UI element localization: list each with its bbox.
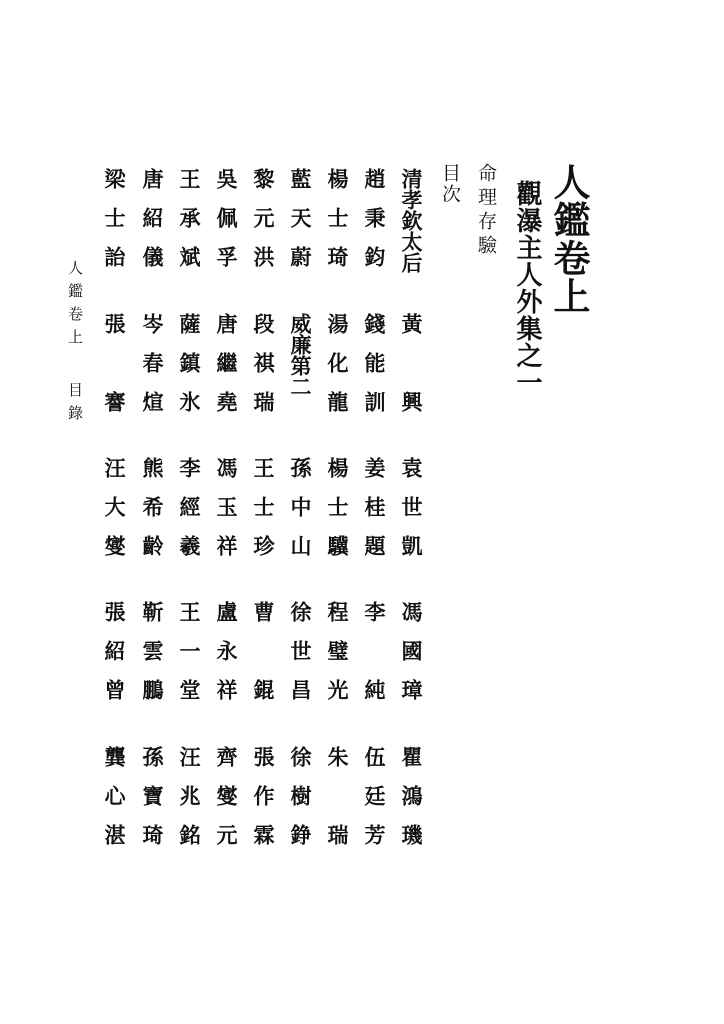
toc-entry-name: 李 純 [362, 601, 387, 718]
toc-entry-name: 楊士琦 [325, 168, 350, 285]
toc-entry-name: 馮國璋 [399, 601, 424, 718]
toc-entry-name: 熊希齡 [140, 457, 165, 574]
toc-entry-name: 黎元洪 [251, 168, 276, 285]
toc-entry-name: 楊士驥 [325, 457, 350, 574]
toc-entry-name: 孫中山 [288, 457, 313, 574]
toc-entry-name: 薩鎮氷 [177, 313, 202, 430]
toc-entry-name: 王一堂 [177, 601, 202, 718]
toc-entry-name: 段祺瑞 [251, 313, 276, 430]
toc-entry-name: 徐樹錚 [288, 746, 313, 863]
toc-entry-name: 唐紹儀 [140, 168, 165, 285]
toc-entry-name: 瞿鴻璣 [399, 746, 424, 863]
toc-entry-name: 孫寶琦 [140, 746, 165, 863]
toc-entry-name: 王承斌 [177, 168, 202, 285]
toc-entry-name: 袁世凱 [399, 457, 424, 574]
toc-entry-name: 盧永祥 [214, 601, 239, 718]
toc-entry-name: 龔心湛 [102, 746, 127, 863]
toc-entry-name: 張紹曾 [102, 601, 127, 718]
toc-entry-name: 岑春煊 [140, 313, 165, 430]
toc-entry-name: 汪兆銘 [177, 746, 202, 863]
toc-entry-name: 清孝欽太后 [399, 168, 424, 273]
margin-section-label: 目錄 [66, 382, 84, 428]
toc-entry-name: 唐繼堯 [214, 313, 239, 430]
toc-entry-name: 錢能訓 [362, 313, 387, 430]
toc-entry-name: 馮玉祥 [214, 457, 239, 574]
toc-entry-name: 王士珍 [251, 457, 276, 574]
toc-entry-name: 藍天蔚 [288, 168, 313, 285]
toc-entry-name: 威廉第二 [288, 313, 313, 397]
toc-entry-name: 伍廷芳 [362, 746, 387, 863]
toc-entry-name: 曹 錕 [251, 601, 276, 718]
toc-entry-name: 李經羲 [177, 457, 202, 574]
toc-entry-name: 靳雲鵬 [140, 601, 165, 718]
toc-entry-name: 汪大燮 [102, 457, 127, 574]
margin-header [67, 260, 82, 428]
toc-entry-name: 徐世昌 [288, 601, 313, 718]
toc-entry-name: 朱 瑞 [325, 746, 350, 863]
toc-entry-name: 張作霖 [251, 746, 276, 863]
toc-entry-name: 吳佩孚 [214, 168, 239, 285]
margin-book-title: 人鑑卷上 [66, 260, 84, 352]
toc-entry-name: 黃 興 [399, 313, 424, 430]
toc-entry-name: 姜桂題 [362, 457, 387, 574]
toc-heading: 目次 [439, 163, 461, 205]
toc-entry-name: 趙秉鈞 [362, 168, 387, 285]
book-subtitle: 觀瀑主人外集之一 [512, 180, 542, 396]
section-heading: 命理存驗 [475, 163, 497, 259]
toc-entry-name: 程璧光 [325, 601, 350, 718]
toc-entry-name: 湯化龍 [325, 313, 350, 430]
page-title: 人鑑卷上 [547, 163, 591, 315]
toc-entry-name: 梁士詒 [102, 168, 127, 285]
toc-entry-name: 張 謇 [102, 313, 127, 430]
toc-entry-name: 齊燮元 [214, 746, 239, 863]
